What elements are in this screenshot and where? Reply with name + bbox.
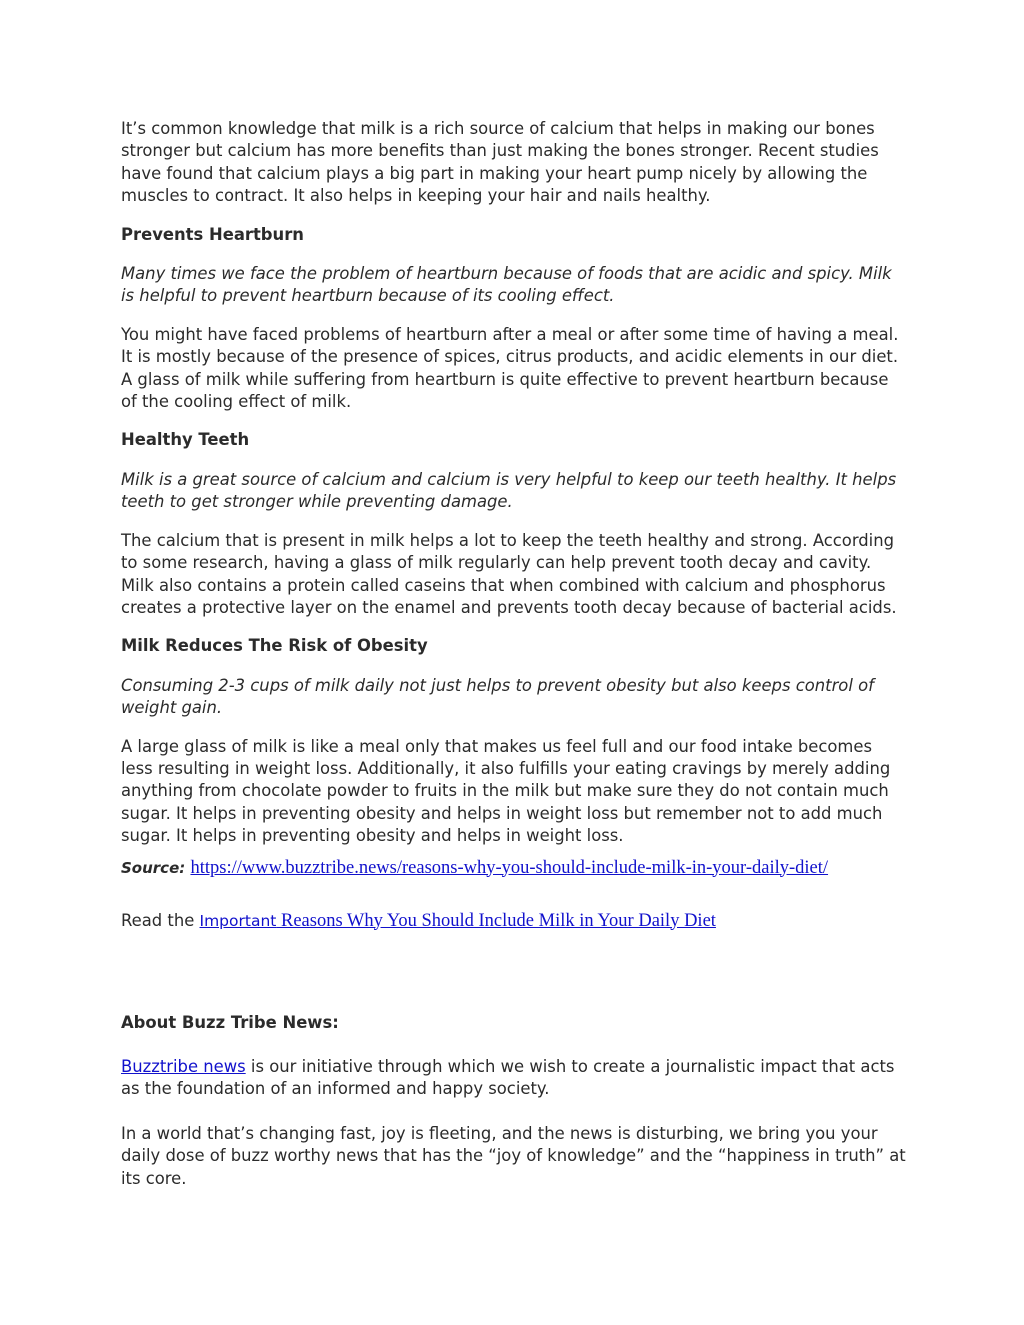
about-paragraph-1-text: is our initiative through which we wish to create a journalistic impact that acts as the foundation of an informed and happy society. — [121, 1056, 895, 1099]
section-summary-obesity: Consuming 2-3 cups of milk daily not just helps to prevent obesity but also keeps control of weight gain. — [121, 675, 874, 718]
section-body-heartburn: You might have faced problems of heartburn after a meal or after some time of having a meal. It is mostly because of the presence of spices, citrus products, and acidic elements in our diet. A glass of milk while suffering from heartburn is quite effective to prevent heartburn because of the cooling effect of milk. — [121, 324, 899, 412]
read-prefix: Read the — [121, 910, 200, 930]
buzztribe-news-link[interactable]: Buzztribe news — [121, 1056, 246, 1076]
section-heading-teeth: Healthy Teeth — [121, 430, 250, 450]
section-body-obesity: A large glass of milk is like a meal only that makes us feel full and our food intake becomes less resulting in weight loss. Additionally, it also fulfills your eating cravings by merely adding anything from chocolate powder to fruits in the milk but make sure they do not contain much sugar. It helps in preventing obesity and helps in weight loss but remember not to add much sugar. It helps in preventing obesity and helps in weight loss. — [121, 736, 891, 846]
section-body-teeth: The calcium that is present in milk helps a lot to keep the teeth healthy and strong. According to some research, having a glass of milk regularly can help prevent tooth decay and cavity. Milk also contains a protein called caseins that when combined with calcium and phosphorus creates a protective layer on the enamel and prevents tooth decay because of bacterial acids. — [121, 530, 897, 617]
section-heading-obesity: Milk Reduces The Risk of Obesity — [121, 636, 428, 656]
section-heading-heartburn: Prevents Heartburn — [121, 224, 304, 244]
section-summary-heartburn: Many times we face the problem of heartburn because of foods that are acidic and spicy. Milk is helpful to prevent heartburn because of its cooling effect. — [121, 264, 892, 306]
source-link[interactable]: https://www.buzztribe.news/reasons-why-you-should-include-milk-in-your-daily-diet/ — [190, 857, 829, 878]
source-line — [121, 856, 906, 880]
section-summary-teeth: Milk is a great source of calcium and calcium is very helpful to keep our teeth healthy. It helps teeth to get stronger while preventing damage. — [121, 469, 897, 512]
document-page — [121, 118, 906, 1190]
about-heading: About Buzz Tribe News: — [121, 1012, 339, 1032]
read-more-line — [121, 909, 906, 933]
source-label: Source: — [121, 858, 186, 877]
intro-paragraph: It’s common knowledge that milk is a rich source of calcium that helps in making our bones stronger but calcium has more benefits than just making the bones stronger. Recent studies have found that calcium plays a big part in making your heart pump nicely by allowing the muscles to contract. It also helps in keeping your hair and nails healthy. — [121, 119, 879, 206]
about-paragraph-1 — [121, 1056, 906, 1101]
about-paragraph-2: In a world that’s changing fast, joy is fleeting, and the news is disturbing, we bring you your daily dose of buzz worthy news that has the “joy of knowledge” and the “happiness in truth” at its core. — [121, 1123, 906, 1188]
read-link-important[interactable]: Important — [199, 911, 277, 930]
read-link-article[interactable]: Reasons Why You Should Include Milk in Your Daily Diet — [276, 910, 716, 931]
